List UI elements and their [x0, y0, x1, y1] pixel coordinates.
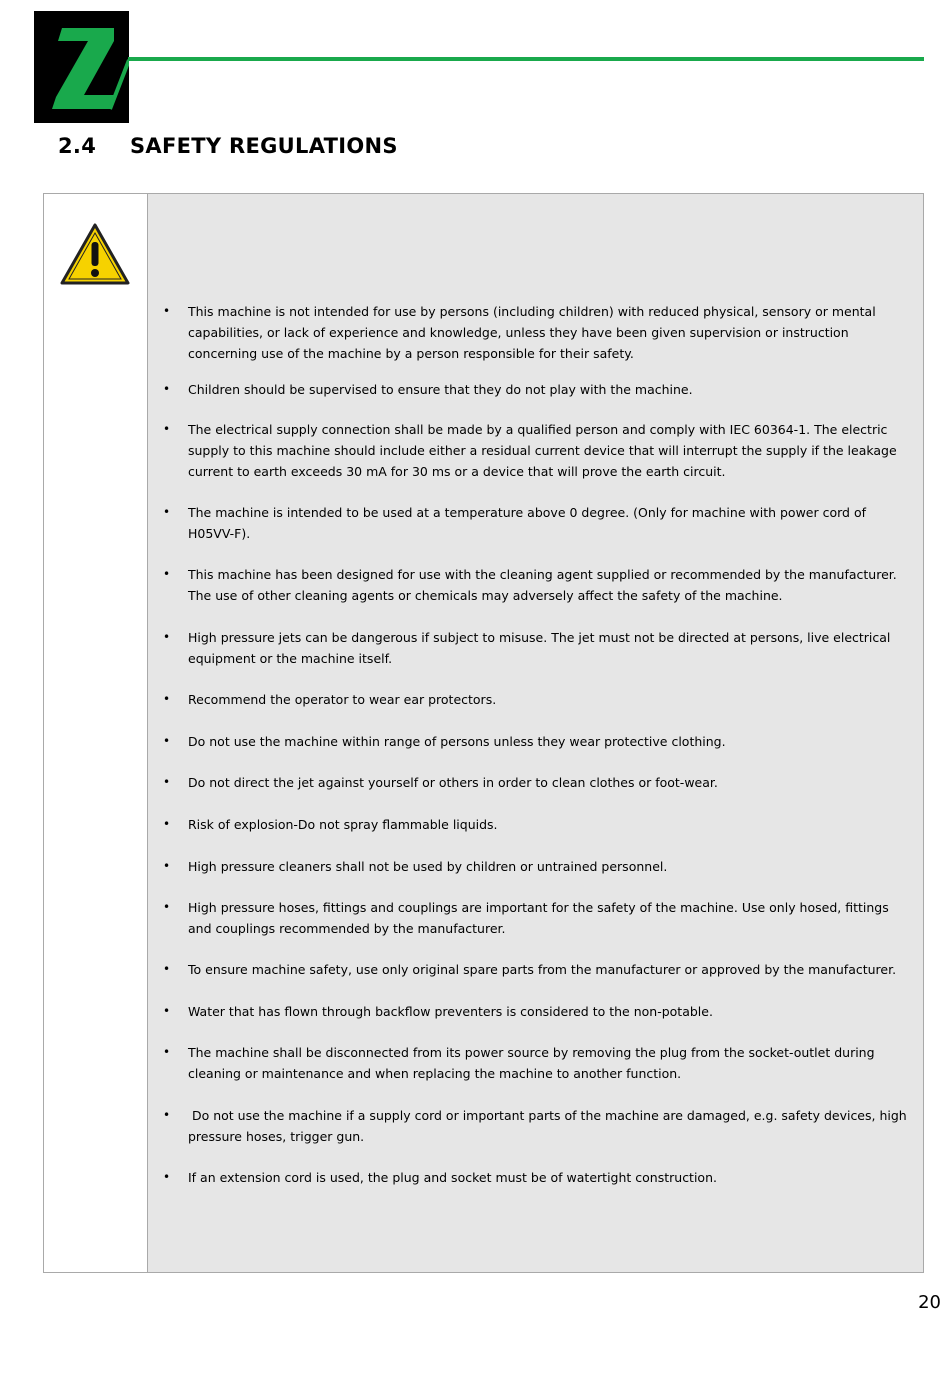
- rule-text: The machine shall be disconnected from its power source by removing the plug from the socket-outlet during cleaning or maintenance and when replacing the machine to another function.: [188, 1045, 879, 1081]
- rule-text: Do not direct the jet against yourself or others in order to clean clothes or foot-wear.: [188, 775, 718, 790]
- rule-text: The machine is intended to be used at a temperature above 0 degree. (Only for machine with power cord of H05VV-F).: [188, 505, 870, 541]
- rule-text: This machine is not intended for use by persons (including children) with reduced physical, sensory or mental capabilities, or lack of experience and knowledge, unless they have been given supervision or instruction concerning use of the machine by a person responsible for their safety.: [188, 304, 880, 361]
- rule-text: To ensure machine safety, use only original spare parts from the manufacturer or approved by the manufacturer.: [188, 962, 897, 977]
- bullet: •: [163, 1170, 171, 1184]
- bullet: •: [163, 422, 171, 436]
- rules-panel: [148, 194, 923, 1272]
- rule-text: Do not use the machine if a supply cord or important parts of the machine are damaged, e.g. safety devices, high pressure hoses, trigger gun.: [188, 1108, 911, 1144]
- section-number: 2.4: [58, 134, 97, 158]
- header-rule: [128, 57, 924, 61]
- bullet: •: [163, 692, 171, 706]
- bullet: •: [163, 382, 171, 396]
- bullet: •: [163, 1045, 171, 1059]
- bullet: •: [163, 734, 171, 748]
- bullet: •: [163, 1004, 171, 1018]
- rule-text: High pressure jets can be dangerous if subject to misuse. The jet must not be directed at persons, live electrical equipment or the machine itself.: [188, 630, 895, 666]
- rule-text: Children should be supervised to ensure that they do not play with the machine.: [188, 382, 693, 397]
- rule-text: Risk of explosion-Do not spray flammable liquids.: [188, 817, 498, 832]
- warning-triangle-icon: [59, 222, 131, 286]
- brand-logo: [34, 11, 129, 123]
- rule-text: High pressure hoses, fittings and couplings are important for the safety of the machine. Use only hosed, fittings and couplings recommended by the manufacturer.: [188, 900, 893, 936]
- bullet: •: [163, 505, 171, 519]
- bullet: •: [163, 817, 171, 831]
- page-number: 20: [918, 1292, 941, 1313]
- rule-text: Recommend the operator to wear ear protectors.: [188, 692, 497, 707]
- bullet: •: [163, 775, 171, 789]
- bullet: •: [163, 962, 171, 976]
- rule-text: Do not use the machine within range of persons unless they wear protective clothing.: [188, 734, 726, 749]
- bullet: •: [163, 304, 171, 318]
- section-title: SAFETY REGULATIONS: [130, 134, 398, 158]
- rule-text: Water that has flown through backflow preventers is considered to the non-potable.: [188, 1004, 713, 1019]
- rule-text: The electrical supply connection shall be made by a qualified person and comply with IEC 60364-1. The electric supply to this machine should include either a residual current device that will interrupt the supply if the leakage current to earth exceeds 30 mA for 30 ms or a device that will prove the earth circuit.: [188, 422, 901, 479]
- rule-text: High pressure cleaners shall not be used by children or untrained personnel.: [188, 859, 668, 874]
- rule-text: If an extension cord is used, the plug and socket must be of watertight construction.: [188, 1170, 717, 1185]
- bullet: •: [163, 1108, 171, 1122]
- icon-column: [44, 194, 148, 1272]
- rule-text: This machine has been designed for use with the cleaning agent supplied or recommended by the manufacturer. The use of other cleaning agents or chemicals may adversely affect the safety of the machine.: [188, 567, 901, 603]
- bullet: •: [163, 630, 171, 644]
- bullet: •: [163, 567, 171, 581]
- bullet: •: [163, 900, 171, 914]
- section-heading: [58, 134, 398, 158]
- bullet: •: [163, 859, 171, 873]
- safety-box: [43, 193, 924, 1273]
